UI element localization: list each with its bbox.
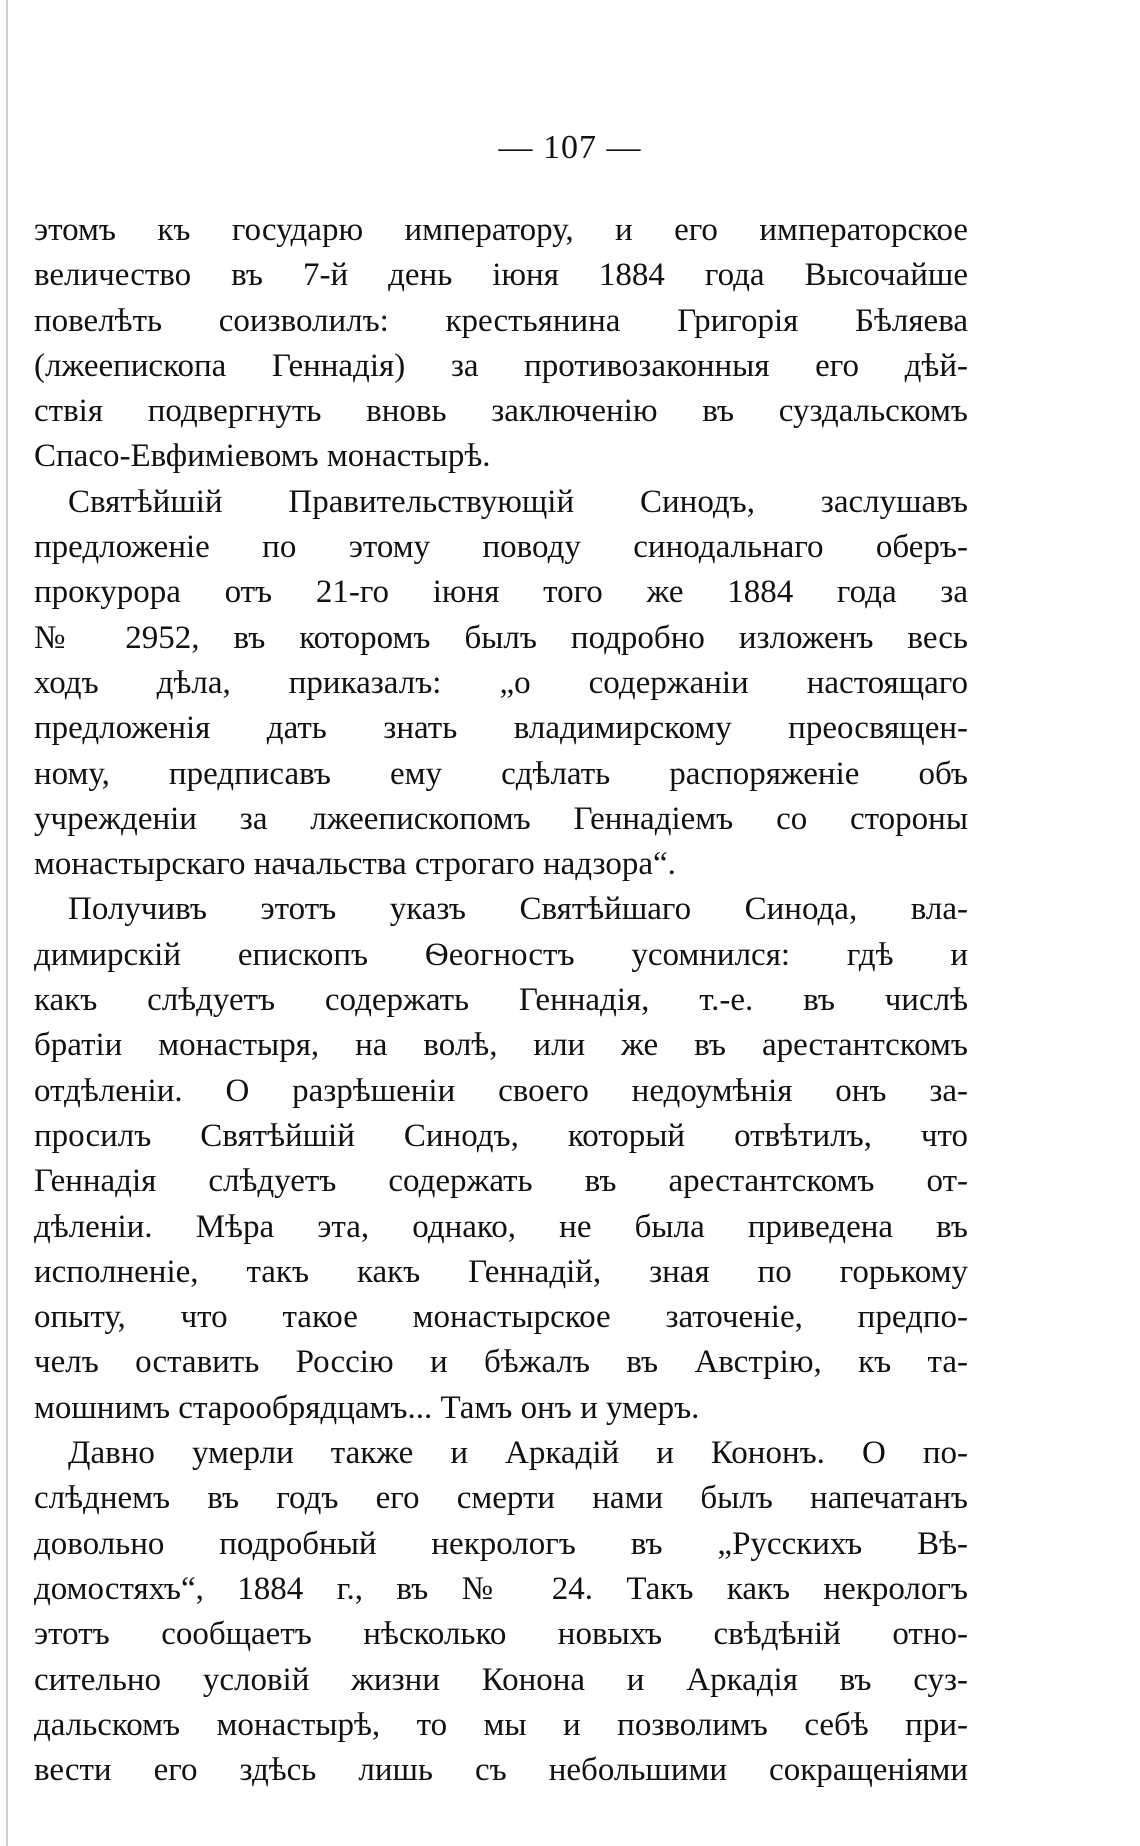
- text-line: Геннадія слѣдуетъ содержать въ арестантскомъ от-: [34, 1163, 968, 1200]
- page-edge-line: [6, 0, 8, 1846]
- text-line: этотъ сообщаетъ нѣсколько новыхъ свѣдѣній отно-: [34, 1616, 968, 1653]
- text-line: ходъ дѣла, приказалъ: „о содержаніи настоящаго: [34, 664, 968, 701]
- text-line: величество въ 7-й день іюня 1884 года Высочайше: [34, 257, 968, 294]
- text-line: братіи монастыря, на волѣ, или же въ арестантскомъ: [34, 1027, 968, 1064]
- text-line: (лжеепископа Геннадія) за противозаконныя его дѣй-: [34, 347, 968, 384]
- text-line: сительно условій жизни Конона и Аркадія въ суз-: [34, 1661, 968, 1698]
- text-line: дальскомъ монастырѣ, то мы и позволимъ себѣ при-: [34, 1706, 968, 1743]
- text-line: вести его здѣсь лишь съ небольшими сокращеніями: [34, 1752, 968, 1789]
- text-line: монастырскаго начальства строгаго надзора“.: [34, 846, 676, 883]
- text-line: домостяхъ“, 1884 г., въ № 24. Такъ какъ некрологъ: [34, 1570, 968, 1607]
- text-line: отдѣленіи. О разрѣшеніи своего недоумѣнія онъ за-: [34, 1072, 968, 1109]
- text-line: ствія подвергнуть вновь заключенію въ суздальскомъ: [34, 393, 968, 430]
- text-line: слѣднемъ въ годъ его смерти нами былъ напечатанъ: [34, 1480, 968, 1517]
- text-line: димирскій епископъ Ѳеогностъ усомнился: гдѣ и: [34, 936, 968, 973]
- text-line: Спасо-Евфиміевомъ монастырѣ.: [34, 438, 491, 475]
- text-line: просилъ Святѣйшій Синодъ, который отвѣтилъ, что: [34, 1117, 968, 1154]
- text-line: дѣленіи. Мѣра эта, однако, не была приведена въ: [34, 1208, 968, 1245]
- text-line: прокурора отъ 21-го іюня того же 1884 года за: [34, 574, 968, 611]
- text-line: челъ оставить Россію и бѣжалъ въ Австрію, къ та-: [34, 1344, 968, 1381]
- text-line: Давно умерли также и Аркадій и Кононъ. О по-: [68, 1435, 968, 1472]
- text-line: мошнимъ старообрядцамъ... Тамъ онъ и умеръ.: [34, 1389, 700, 1426]
- text-line: Святѣйшій Правительствующій Синодъ, заслушавъ: [68, 483, 968, 520]
- body-text: [34, 208, 968, 1793]
- text-line: какъ слѣдуетъ содержать Геннадія, т.-е. въ числѣ: [34, 982, 968, 1019]
- text-line: учрежденіи за лжеепископомъ Геннадіемъ со стороны: [34, 800, 968, 837]
- text-line: предложеніе по этому поводу синодальнаго оберъ-: [34, 529, 968, 566]
- page-number: — 107 —: [498, 129, 642, 166]
- text-line: этомъ къ государю императору, и его императорское: [34, 212, 968, 248]
- text-line: довольно подробный некрологъ въ „Русскихъ Вѣ-: [34, 1525, 968, 1562]
- text-line: ному, предписавъ ему сдѣлать распоряженіе объ: [34, 755, 968, 792]
- text-line: № 2952, въ которомъ былъ подробно изложенъ весь: [34, 619, 968, 656]
- text-line: предложенія дать знать владимирскому преосвящен-: [34, 710, 968, 747]
- text-line: исполненіе, такъ какъ Геннадій, зная по горькому: [34, 1253, 968, 1290]
- text-line: повелѣть соизволилъ: крестьянина Григорія Бѣляева: [34, 302, 968, 339]
- text-line: Получивъ этотъ указъ Святѣйшаго Синода, вла-: [68, 891, 968, 928]
- text-line: опыту, что такое монастырское заточеніе, предпо-: [34, 1299, 968, 1336]
